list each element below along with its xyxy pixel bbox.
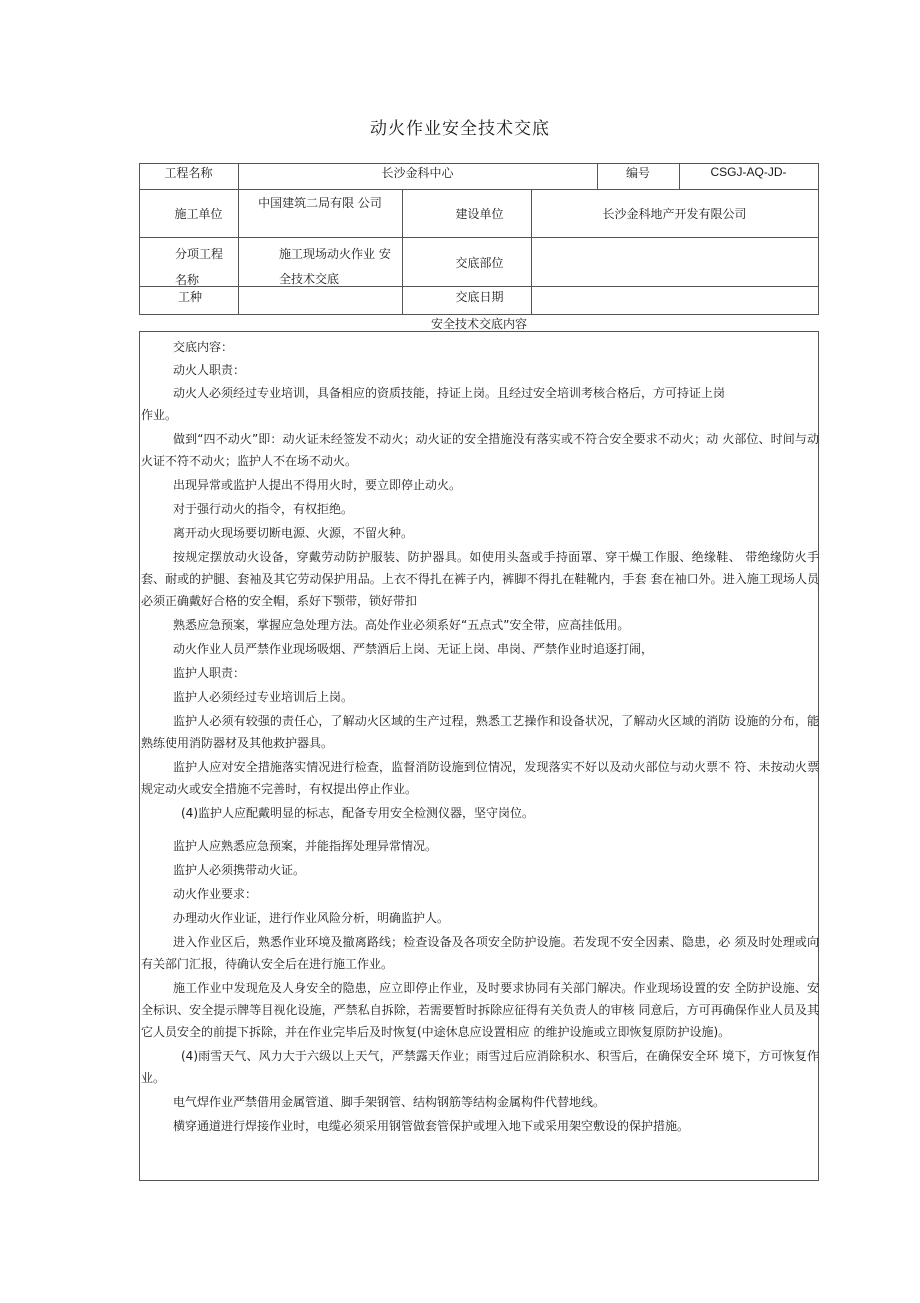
paragraph: 动火作业人员严禁作业现场吸烟、严禁酒后上岗、无证上岗、串岗、严禁作业时追逐打闹， xyxy=(173,642,654,656)
owner-label: 建设单位 xyxy=(455,207,504,221)
table-border xyxy=(139,237,819,238)
paragraph: 监护人应对安全措施落实情况进行检查，监督消防设施到位情况，发现落实不好以及动火部位与动火票不 符、未按动火票规定动火或安全措施不完善时，有权提出停止作业。 xyxy=(141,760,819,796)
paragraph: 动火人必须经过专业培训，具备相应的资质技能，持证上岗。且经过安全培训考核合格后，方可持证上岗 xyxy=(173,386,726,400)
paragraph: 出现异常或监护人提出不得用火时，要立即停止动火。 xyxy=(173,478,462,492)
table-border xyxy=(139,314,819,315)
number-value: CSGJ-AQ-JD- xyxy=(710,165,787,179)
project-name-label: 工程名称 xyxy=(164,166,213,180)
paragraph: 做到“四不动火”即：动火证未经签发不动火；动火证的安全措施没有落实或不符合安全要求不动火；动 火部位、时间与动火证不符不动火；监护人不在场不动火。 xyxy=(141,432,819,468)
content-border xyxy=(139,331,819,332)
paragraph: 监护人应熟悉应急预案，并能指挥处理异常情况。 xyxy=(173,839,438,853)
content-border xyxy=(139,331,140,1181)
table-border xyxy=(139,189,819,190)
number-label: 编号 xyxy=(625,166,650,180)
paragraph: 作业。 xyxy=(141,408,178,422)
paragraph: 办理动火作业证，进行作业风险分析，明确监护人。 xyxy=(173,911,450,925)
content-header: 安全技术交底内容 xyxy=(430,317,527,331)
paragraph: 动火作业要求： xyxy=(173,887,258,901)
content-body xyxy=(141,336,819,1139)
construction-unit-value: 中国建筑二局有限 公司 xyxy=(258,196,382,210)
paragraph: 交底内容： xyxy=(173,340,234,354)
table-border xyxy=(139,163,819,164)
content-border xyxy=(139,1180,819,1181)
paragraph: 施工作业中发现危及人身安全的隐患，应立即停止作业，及时要求协同有关部门解决。作业现场设置的安 全防护设施、安全标识、安全提示牌等目视化设施，严禁私自拆除，若需要暂时拆除应征得有关负责人的审核 同意后，方可再确保作业人员及其它人员安全的前提下拆除，并在作业完毕后及时恢复(中途休息应设置相应 的维护设施或立即恢复原防护设施)。 xyxy=(141,981,819,1039)
paragraph: 监护人职责： xyxy=(173,666,246,680)
paragraph: 横穿通道进行焊接作业时，电缆必须采用钢管做套管保护或埋入地下或采用架空敷设的保护措施。 xyxy=(173,1119,690,1133)
paragraph: 动火人职责： xyxy=(173,363,246,377)
paragraph: 熟悉应急预案，掌握应急处理方法。高处作业必须系好“五点式”安全带，应高挂低用。 xyxy=(173,618,630,632)
table-border xyxy=(139,163,140,315)
table-border xyxy=(818,163,819,315)
trade-label: 工种 xyxy=(178,290,203,304)
construction-unit-label: 施工单位 xyxy=(174,207,223,221)
paragraph: 按规定摆放动火设备，穿戴劳动防护服装、防护器具。如使用头盔或手持面罩、穿干燥工作服、绝缘鞋、 带绝缘防火手套、耐或的护腿、套袖及其它劳动保护用品。上衣不得扎在裤子内，裤脚不得扎在鞋靴内，手套 套在袖口外。进入施工现场人员必须正确戴好合格的安全帽，系好下颚带，锁好带扣 xyxy=(141,550,819,608)
paragraph: 监护人必须有较强的责任心，了解动火区域的生产过程，熟悉工艺操作和设备状况，了解动火区域的消防 设施的分布，能熟练使用消防器材及其他救护器具。 xyxy=(141,714,819,750)
location-label: 交底部位 xyxy=(455,256,504,270)
owner-value: 长沙金科地产开发有限公司 xyxy=(602,207,747,221)
table-border xyxy=(238,163,239,315)
paragraph: 对于强行动火的指令，有权拒绝。 xyxy=(173,502,354,516)
paragraph: (4)雨雪天气、风力大于六级以上天气，严禁露天作业；雨雪过后应消除积水、积雪后，在确保安全环 境下，方可恢复作业。 xyxy=(141,1049,819,1085)
document-title: 动火作业安全技术交底 xyxy=(370,119,550,139)
sub-project-label-1: 分项工程 xyxy=(175,247,224,261)
paragraph: 离开动火现场要切断电源、火源，不留火种。 xyxy=(173,526,414,540)
paragraph: 电气焊作业严禁借用金属管道、脚手架钢管、结构钢筋等结构金属构件代替地线。 xyxy=(173,1095,606,1109)
table-border xyxy=(139,286,819,287)
project-name-value: 长沙金科中心 xyxy=(381,166,454,180)
paragraph: (4)监护人应配戴明显的标志，配备专用安全检测仪器，坚守岗位。 xyxy=(181,806,535,820)
paragraph: 监护人必须经过专业培训后上岗。 xyxy=(173,690,354,704)
sub-project-label-2: 名称 xyxy=(175,273,200,287)
paragraph: 监护人必须携带动火证。 xyxy=(173,863,306,877)
date-label: 交底日期 xyxy=(455,290,504,304)
sub-project-value-line1: 施工现场动火作业 安 xyxy=(279,247,391,261)
paragraph: 进入作业区后，熟悉作业环境及撤离路线；检查设备及各项安全防护设施。若发现不安全因素、隐患，必 须及时处理或向有关部门汇报，待确认安全后在进行施工作业。 xyxy=(141,935,819,971)
sub-project-value-line2: 全技术交底 xyxy=(279,272,340,286)
